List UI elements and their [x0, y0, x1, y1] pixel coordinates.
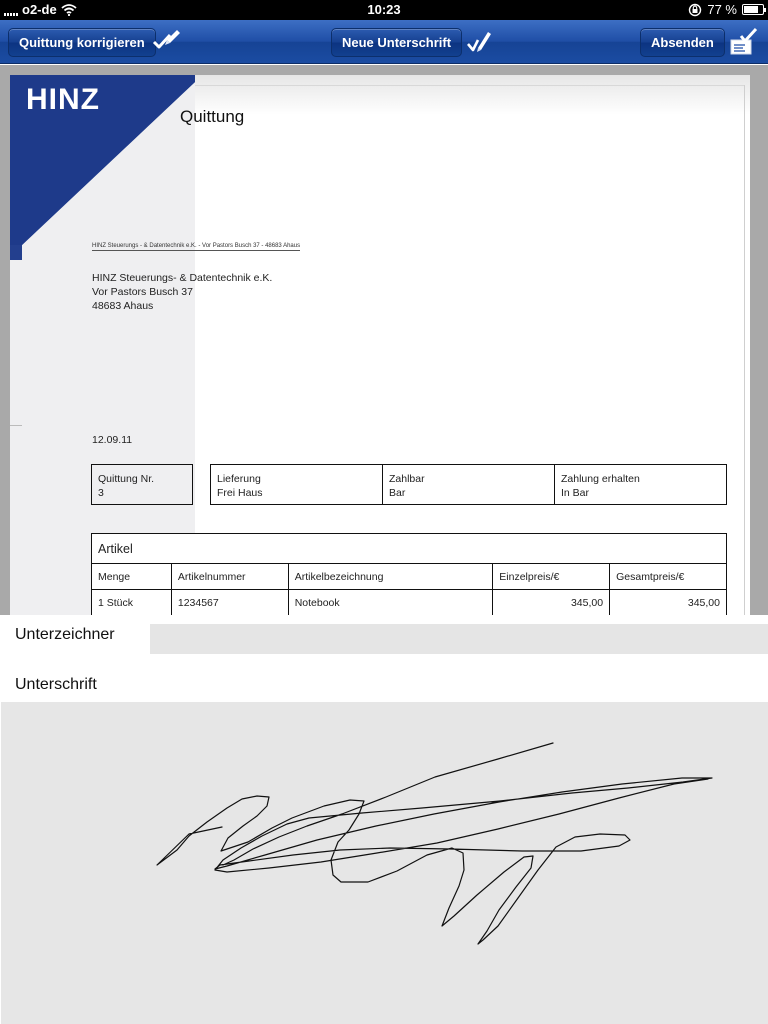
document-title: Quittung: [180, 107, 245, 126]
table-header-row: [92, 564, 727, 590]
payable-label: Zahlbar: [389, 473, 425, 485]
column-header: Einzelpreis/€: [493, 564, 610, 590]
signature-pad[interactable]: [1, 702, 768, 1024]
signature-form: [0, 615, 768, 1024]
delivery-label: Lieferung: [217, 473, 261, 485]
items-caption-row: [92, 534, 727, 564]
table-cell: Notebook: [288, 590, 493, 616]
column-header: Menge: [92, 564, 172, 590]
battery-icon: [742, 4, 764, 15]
address-line: Vor Pastors Busch 37: [92, 286, 193, 298]
document-preview[interactable]: [0, 65, 768, 615]
receipt-page: [10, 75, 750, 615]
status-bar: [0, 0, 768, 20]
address-line: 48683 Ahaus: [92, 300, 154, 312]
signer-input[interactable]: [150, 624, 768, 654]
signer-label: Unterzeichner: [15, 626, 115, 643]
toolbar: [0, 20, 768, 64]
page-top-line: [195, 85, 745, 86]
correct-receipt-button[interactable]: Quittung korrigieren: [8, 28, 156, 57]
delivery-value: Frei Haus: [217, 487, 263, 499]
table-cell: 1 Stück: [92, 590, 172, 616]
signature-label: Unterschrift: [15, 676, 97, 693]
column-header: Gesamtpreis/€: [610, 564, 727, 590]
column-header: Artikelbezeichnung: [288, 564, 493, 590]
table-cell: 1234567: [171, 590, 288, 616]
sender-line: HINZ Steuerungs - & Datentechnik e.K. - Vor Pastors Busch 37 - 48683 Ahaus: [92, 243, 301, 249]
send-button[interactable]: Absenden: [640, 28, 725, 57]
new-signature-button[interactable]: Neue Unterschrift: [331, 28, 462, 57]
payable-value: Bar: [389, 487, 406, 499]
items-caption: Artikel: [92, 534, 727, 564]
carrier-name: o2-de: [22, 2, 57, 17]
payment-received-label: Zahlung erhalten: [561, 473, 640, 485]
payment-received-value: In Bar: [561, 487, 590, 499]
page-right-line: [744, 85, 745, 615]
send-document-icon[interactable]: [727, 26, 759, 58]
fold-mark: [10, 425, 22, 426]
receipt-number-value: 3: [98, 487, 104, 499]
receipt-number-box: [91, 464, 193, 505]
table-cell: 345,00: [610, 590, 727, 616]
battery-fill: [744, 6, 758, 13]
status-time: 10:23: [367, 2, 401, 17]
hinz-logo: HINZ: [26, 83, 100, 116]
receipt-number-label: Quittung Nr.: [98, 473, 155, 485]
address-line: HINZ Steuerungs- & Datentechnik e.K.: [92, 272, 273, 284]
column-header: Artikelnummer: [171, 564, 288, 590]
signature-pen-icon[interactable]: [462, 26, 494, 58]
orientation-lock-icon: [688, 3, 702, 17]
signature-stroke: [1, 702, 768, 1024]
battery-percent: 77 %: [707, 2, 737, 17]
payment-received-box: [554, 464, 727, 505]
delivery-box: [210, 464, 383, 505]
table-row: [92, 590, 727, 616]
table-cell: 345,00: [493, 590, 610, 616]
edit-check-icon[interactable]: [150, 26, 182, 58]
page-top-shade: [195, 75, 750, 115]
status-right: [688, 2, 764, 17]
items-table: [91, 533, 727, 615]
document-date: 12.09.11: [92, 434, 133, 446]
payable-box: [382, 464, 555, 505]
